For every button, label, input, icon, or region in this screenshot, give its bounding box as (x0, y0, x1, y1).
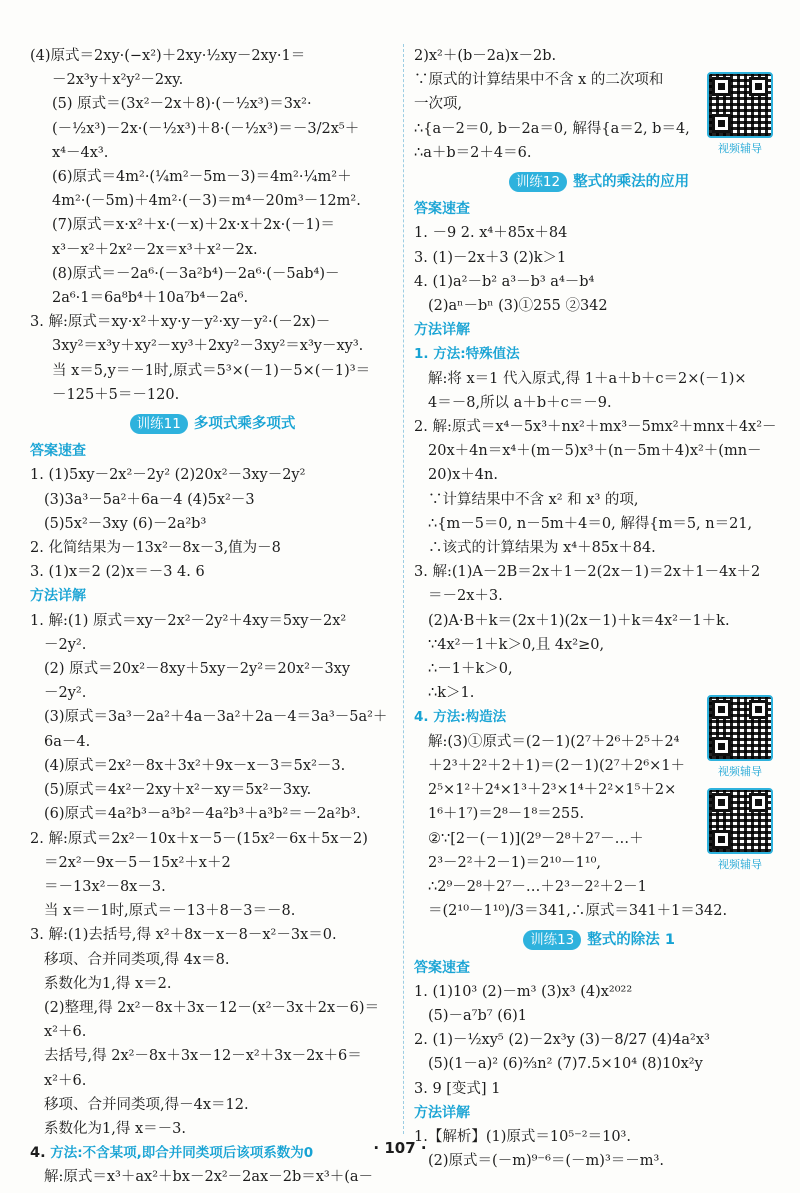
text-line: 20)x＋4n. (428, 467, 498, 484)
text-line: 4＝－8,所以 a＋b＋c＝－9. (428, 394, 612, 411)
text-line: －2y². (44, 636, 87, 653)
text-line: 2. 解:原式＝x⁴－5x³＋nx²＋mx³－5mx²＋mnx＋4x²－ (414, 419, 777, 436)
text-line: 2a⁶·1＝6a⁸b⁴＋10a⁷b⁴－2a⁶. (52, 290, 249, 307)
text-line: ∴k＞1. (428, 685, 475, 702)
column-divider (403, 44, 404, 1134)
answers-heading: 答案速查 (414, 201, 470, 218)
text-line: (6)原式＝4m²·(¼m²－5m－3)＝4m²·¼m²＋ (52, 169, 352, 186)
text-line: (4)原式＝2x²－8x＋3x²＋9x－x－3＝5x²－3. (44, 757, 346, 774)
text-line: (5) 原式＝(3x²－2x＋8)·(－½x³)＝3x²· (52, 96, 312, 113)
text-line: 去括号,得 2x²－8x＋3x－12－x²＋3x－2x＋6＝ (44, 1048, 362, 1065)
text-line: (2)整理,得 2x²－8x＋3x－12－(x²－3x＋2x－6)＝ (44, 999, 380, 1016)
text-line: 1. (1)10³ (2)－m³ (3)x³ (4)x²⁰²² (414, 983, 633, 1000)
methods-heading: 方法详解 (414, 322, 470, 339)
text-line: ∴{a－2＝0, b－2a＝0, 解得{a＝2, b＝4, (414, 120, 690, 137)
text-line: ∴2⁹－2⁸＋2⁷－…＋2³－2²＋2－1 (428, 878, 647, 895)
text-line: (5)(1－a)² (6)⅔n² (7)7.5×10⁴ (8)10x²y (428, 1056, 703, 1073)
methods-heading: 方法详解 (414, 1104, 470, 1121)
qr-label: 视频辅导 (718, 765, 762, 778)
text-line: 解:(3)①原式＝(2－1)(2⁷＋2⁶＋2⁵＋2⁴ (428, 733, 680, 750)
method-label: 方法:不含某项,即合并同类项后该项系数为0 (50, 1145, 314, 1162)
item-number: 4. (30, 1145, 46, 1162)
text-line: 2)x²＋(b－2a)x－2b. (414, 48, 557, 64)
text-line: (2)aⁿ－bⁿ (3)①255 ②342 (428, 298, 608, 315)
text-line: 移项、合并同类项,得－4x＝12. (44, 1096, 249, 1113)
text-line: (5)原式＝4x²－2xy＋x²－xy＝5x²－3xy. (44, 782, 312, 799)
text-line: 2. (1)－½xy⁵ (2)－2x³y (3)－8/27 (4)4a²x³ (414, 1032, 710, 1049)
text-line: (6)原式＝4a²b³－a³b²－4a²b³＋a³b²＝－2a²b³. (44, 806, 361, 823)
qr-code-icon[interactable] (707, 72, 773, 138)
text-line: 1. (1)5xy－2x²－2y² (2)20x²－3xy－2y² (30, 467, 306, 484)
training-title: 整式的乘法的应用 (573, 174, 690, 191)
training-badge: 训练11 (130, 414, 188, 434)
section-banner-11 (30, 412, 395, 436)
text-line: (8)原式＝－2a⁶·(－3a²b⁴)－2a⁶·(－5ab⁴)－ (52, 265, 340, 282)
section-banner-13 (414, 928, 784, 952)
answers-heading: 答案速查 (414, 959, 470, 976)
video-tutorial-qr[interactable] (703, 695, 777, 779)
text-line: ∵原式的计算结果中不含 x 的二次项和 (414, 72, 664, 89)
text-line: ＝2x²－9x－5－15x²＋x＋2 (44, 854, 231, 871)
left-column (30, 44, 395, 1190)
method-label: 4. 方法:构造法 (414, 709, 507, 726)
video-tutorial-qr[interactable] (703, 788, 777, 872)
text-line: ＋2³＋2²＋2＋1)＝(2－1)(2⁷＋2⁶×1＋ (428, 757, 686, 774)
text-line: ＝－13x²－8x－3. (44, 878, 166, 895)
text-line: ∵4x²－1＋k＞0,且 4x²≥0, (428, 636, 605, 653)
text-line: ∴{m－5＝0, n－5m＋4＝0, 解得{m＝5, n＝21, (428, 515, 753, 532)
text-line: 解:原式＝x³＋ax²＋bx－2x²－2ax－2b＝x³＋(a－ (44, 1169, 374, 1186)
text-line: 2³－2²＋2－1)＝2¹⁰－1¹⁰, (428, 854, 601, 871)
text-line: 1. 解:(1) 原式＝xy－2x²－2y²＋4xy＝5xy－2x² (30, 612, 347, 629)
text-line: 一次项, (414, 96, 463, 113)
methods-heading: 方法详解 (30, 588, 86, 605)
text-line: 6a－4. (44, 733, 91, 750)
text-line: x²＋6. (44, 1072, 87, 1089)
text-line: －2x³y＋x²y²－2xy. (52, 72, 184, 89)
text-line: 1⁶＋1⁷)＝2⁸－1⁸＝255. (428, 806, 585, 823)
section-banner-12 (414, 170, 784, 194)
text-line: ＝(2¹⁰－1¹⁰)/3＝341,∴原式＝341＋1＝342. (428, 903, 728, 920)
qr-label: 视频辅导 (718, 142, 762, 155)
training-title: 多项式乘多项式 (193, 416, 296, 433)
text-line: ∴－1＋k＞0, (428, 661, 513, 678)
text-line: 4. (1)a²－b² a³－b³ a⁴－b⁴ (414, 273, 595, 290)
text-line: 3. 解:原式＝xy·x²＋xy·y－y²·xy－y²·(－2x)－ (30, 314, 331, 331)
text-line: (－½x³)－2x·(－½x³)＋8·(－½x³)＝－3/2x⁵＋ (52, 120, 360, 137)
qr-code-icon[interactable] (707, 788, 773, 854)
text-line: x²＋6. (44, 1024, 87, 1041)
answers-heading: 答案速查 (30, 443, 86, 460)
training-title: 整式的除法 1 (587, 932, 675, 949)
text-line: ∴a＋b＝2＋4＝6. (414, 144, 532, 161)
text-line: 3. 解:(1)去括号,得 x²＋8x－x－8－x²－3x＝0. (30, 927, 337, 944)
text-line: ∴该式的计算结果为 x⁴＋85x＋84. (428, 540, 656, 557)
text-line: (2)原式＝(－m)⁹⁻⁶＝(－m)³＝－m³. (428, 1153, 664, 1170)
text-line: 3xy²＝x³y＋xy²－xy³＋2xy²－3xy²＝x³y－xy³. (52, 338, 364, 355)
text-line: 3. (1)－2x＋3 (2)k＞1 (414, 249, 567, 266)
text-line: (5)5x²－3xy (6)－2a²b³ (44, 515, 207, 532)
text-line: 解:将 x＝1 代入原式,得 1＋a＋b＋c＝2×(－1)× (428, 370, 747, 387)
text-line: 2. 化简结果为－13x²－8x－3,值为－8 (30, 540, 281, 557)
text-line: 当 x＝－1时,原式＝－13＋8－3＝－8. (44, 903, 296, 920)
text-line: (2) 原式＝20x²－8xy＋5xy－2y²＝20x²－3xy (44, 661, 351, 678)
text-line: ∵计算结果中不含 x² 和 x³ 的项, (428, 491, 639, 508)
text-line: x⁴－4x³. (52, 144, 109, 161)
text-line: (7)原式＝x·x²＋x·(－x)＋2x·x＋2x·(－1)＝ (52, 217, 335, 234)
text-line: －2y². (44, 685, 87, 702)
text-line: 2⁵×1²＋2⁴×1³＋2³×1⁴＋2²×1⁵＋2× (428, 782, 677, 799)
qr-code-icon[interactable] (707, 695, 773, 761)
method-label: 1. 方法:特殊值法 (414, 346, 520, 363)
text-line: 移项、合并同类项,得 4x＝8. (44, 951, 230, 968)
text-line: (3)3a³－5a²＋6a－4 (4)5x²－3 (44, 491, 255, 508)
text-line: 4m²·(－5m)＋4m²·(－3)＝m⁴－20m³－12m². (52, 193, 361, 210)
text-line: 20x＋4n＝x⁴＋(m－5)x³＋(n－5m＋4)x²＋(mn－ (428, 443, 762, 460)
text-line: 1. －9 2. x⁴＋85x＋84 (414, 225, 568, 242)
text-line: 系数化为1,得 x＝2. (44, 975, 172, 992)
training-badge: 训练12 (509, 172, 567, 192)
text-line: 系数化为1,得 x＝－3. (44, 1120, 186, 1137)
text-line: 3. 解:(1)A－2B＝2x＋1－2(2x－1)＝2x＋1－4x＋2 (414, 564, 761, 581)
video-tutorial-qr[interactable] (703, 72, 777, 156)
text-line: x³－x²＋2x²－2x＝x³＋x²－2x. (52, 241, 258, 258)
text-line: ＝－2x＋3. (428, 588, 503, 605)
training-badge: 训练13 (523, 930, 581, 950)
right-column (414, 44, 784, 1173)
text-line: 3. (1)x＝2 (2)x＝－3 4. 6 (30, 564, 205, 581)
text-line: 当 x＝5,y＝－1时,原式＝5³×(－1)－5×(－1)³＝ (52, 362, 371, 379)
text-line: (5)－a⁷b⁷ (6)1 (428, 1007, 527, 1024)
page-number: · 107 · (373, 1139, 427, 1157)
text-line: ②∵[2－(－1)](2⁹－2⁸＋2⁷－…＋ (428, 830, 644, 847)
text-line: 2. 解:原式＝2x²－10x＋x－5－(15x²－6x＋5x－2) (30, 830, 368, 847)
text-line: 1.【解析】(1)原式＝10⁵⁻²＝10³. (414, 1128, 631, 1145)
text-line: －125＋5＝－120. (52, 386, 180, 403)
text-line: (2)A·B＋k＝(2x＋1)(2x－1)＋k＝4x²－1＋k. (428, 612, 730, 629)
text-line: (4)原式＝2xy·(−x²)＋2xy·½xy－2xy·1＝ (30, 48, 306, 64)
text-line: 3. 9 [变式] 1 (414, 1080, 501, 1097)
text-line: (3)原式＝3a³－2a²＋4a－3a²＋2a－4＝3a³－5a²＋ (44, 709, 388, 726)
qr-label: 视频辅导 (718, 858, 762, 871)
